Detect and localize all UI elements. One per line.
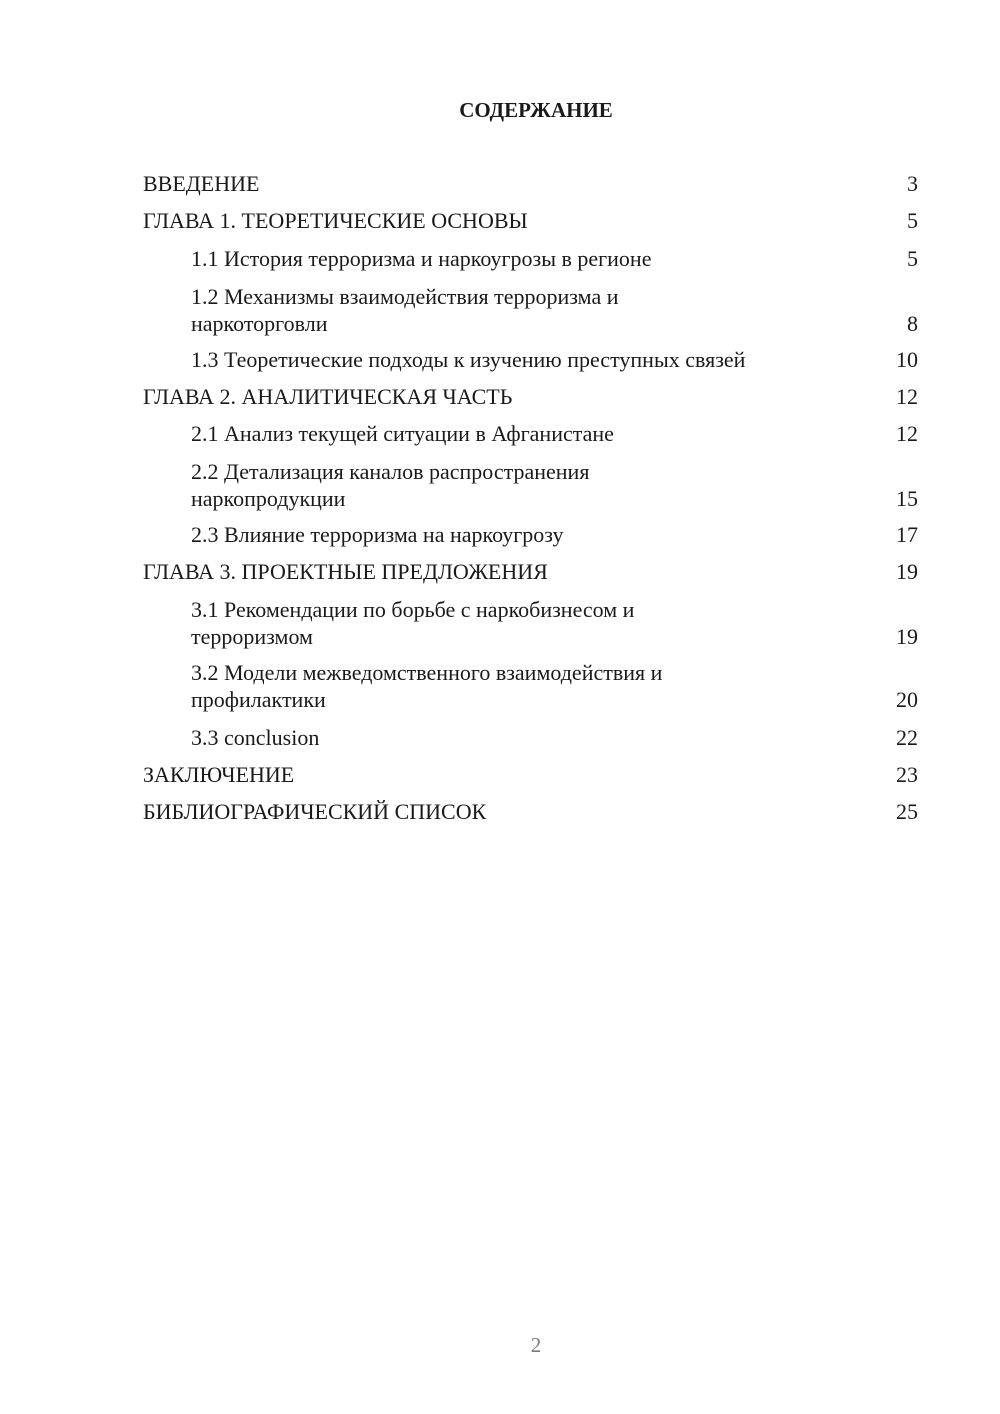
toc-entry-title-line: 2.3 Влияние терроризма на наркоугрозу [191,522,564,547]
toc-entry-page: 22 [896,725,918,750]
toc-entry-title [191,597,634,650]
page-title: СОДЕРЖАНИЕ [459,98,613,122]
toc-entry-title [143,559,548,586]
toc-entry-title-line: ГЛАВА 2. АНАЛИТИЧЕСКАЯ ЧАСТЬ [143,384,513,409]
toc-entry-page: 5 [907,246,918,271]
toc-entry-title [191,284,619,337]
toc-entry-title [191,246,651,273]
toc-entry-title [191,660,662,713]
toc-entry-title [143,171,259,198]
toc-entry-title [143,384,512,411]
toc-entry-title [191,522,564,549]
toc-entry-title-line: наркоторговли [191,310,328,336]
toc-entry-title [143,799,486,826]
toc-entry-title-line: 1.3 Теоретические подходы к изучению преступных связей [191,347,746,372]
toc-entry-title-line: ГЛАВА 1. ТЕОРЕТИЧЕСКИЕ ОСНОВЫ [143,208,528,233]
toc-entry-title [191,459,589,512]
toc-entry-title-line: 3.1 Рекомендации по борьбе с наркобизнесом и [191,597,635,622]
toc-entry-title-line: терроризмом [191,623,313,649]
page-number: 2 [530,1333,542,1357]
toc-entry-page: 20 [896,686,918,712]
toc-entry-page: 23 [896,762,918,787]
toc-entry-page: 19 [896,559,918,584]
toc-entry-title-line: ГЛАВА 3. ПРОЕКТНЫЕ ПРЕДЛОЖЕНИЯ [143,559,548,584]
toc-entry-page: 5 [907,208,918,233]
toc-entry-title-line: профилактики [191,686,326,712]
toc-entry-page: 12 [896,421,918,446]
toc-entry-page: 8 [907,310,918,336]
toc-entry-title [143,208,528,235]
toc-entry-page: 12 [896,384,918,409]
toc-entry-title-line: наркопродукции [191,485,346,511]
toc-entry-title [143,762,294,789]
toc-entry-page: 15 [896,485,918,511]
toc-entry-title-line: 2.1 Анализ текущей ситуации в Афганистане [191,421,614,446]
toc-entry-title-line: ВВЕДЕНИЕ [143,171,260,196]
toc-entry-page: 19 [896,623,918,649]
toc-entry-title-line: БИБЛИОГРАФИЧЕСКИЙ СПИСОК [143,799,487,824]
toc-entry-title-line: 3.3 conclusion [191,725,320,750]
toc-entry-title [191,347,745,374]
toc-entry-page: 25 [896,799,918,824]
toc-entry-page: 17 [896,522,918,547]
toc-entry-title-line: 3.2 Модели межведомственного взаимодействия и [191,660,663,685]
toc-entry-page: 10 [896,347,918,372]
toc-entry-page: 3 [907,171,918,196]
toc-entry-title [191,725,319,752]
toc-entry-title-line: 1.2 Механизмы взаимодействия терроризма и [191,284,619,309]
toc-entry-title-line: ЗАКЛЮЧЕНИЕ [143,762,295,787]
toc-entry-title [191,421,614,448]
toc-entry-title-line: 2.2 Детализация каналов распространения [191,459,590,484]
toc-entry-title-line: 1.1 История терроризма и наркоугрозы в регионе [191,246,652,271]
